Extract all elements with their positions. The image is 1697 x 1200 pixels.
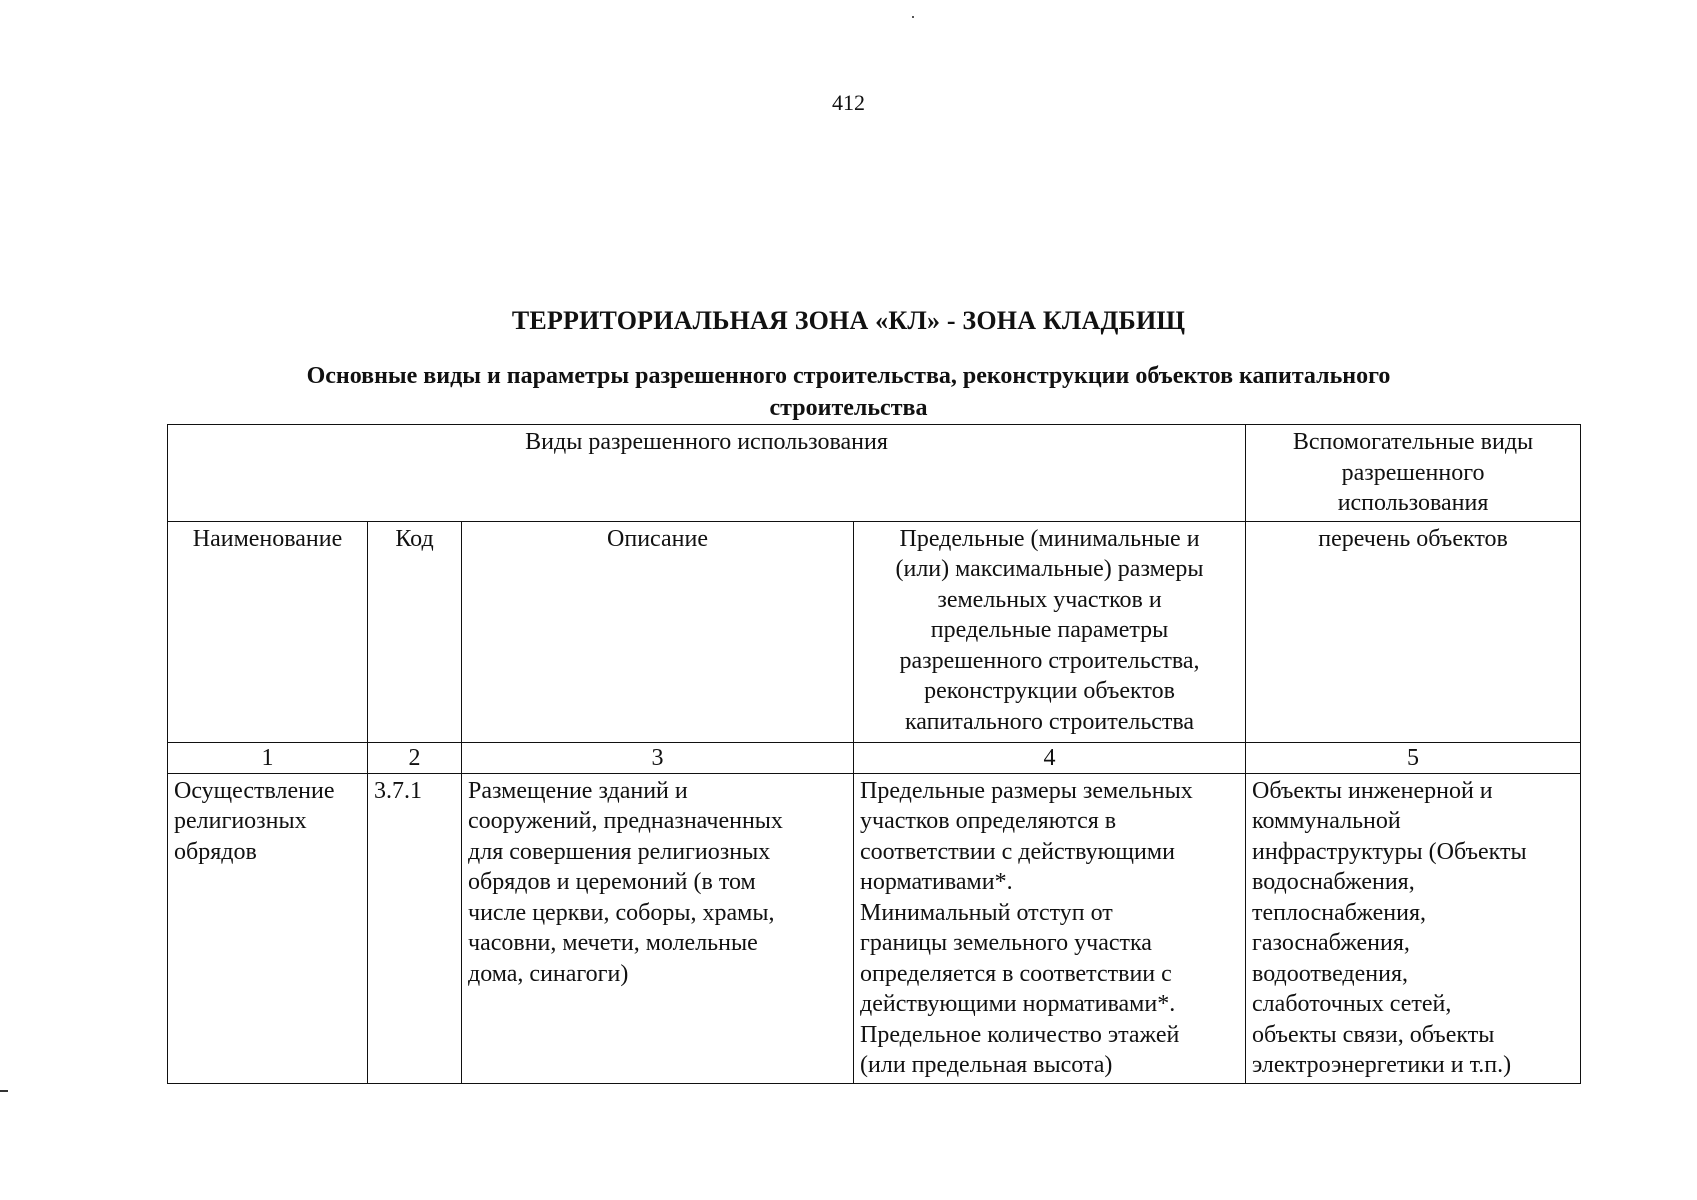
col-number: 2: [368, 742, 462, 773]
cell-line: Осуществление: [174, 777, 335, 804]
cell-line: определяется в соответствии с: [860, 960, 1172, 987]
cell-line: дома, синагоги): [468, 960, 629, 987]
cell-name: [168, 773, 368, 1083]
col-number: 3: [462, 742, 854, 773]
limits-header-line: реконструкции объектов: [924, 678, 1175, 704]
aux-header-line: Вспомогательные виды: [1292, 429, 1534, 455]
scan-artifact-mark: [0, 1090, 8, 1092]
col-number: 4: [854, 742, 1246, 773]
table-subtitle: [0, 360, 1697, 424]
cell-code: 3.7.1: [368, 773, 462, 1083]
limits-header-line: земельных участков и: [937, 586, 1162, 613]
col-header-name: Наименование: [168, 521, 368, 742]
cell-line: Размещение зданий и: [468, 777, 688, 804]
limits-header-line: разрешенного строительства,: [899, 647, 1200, 674]
cell-line: инфраструктуры (Объекты: [1252, 838, 1527, 865]
cell-line: Предельное количество этажей: [860, 1021, 1180, 1048]
cell-line: для совершения религиозных: [468, 838, 771, 865]
cell-line: сооружений, предназначенных: [468, 808, 783, 834]
zone-title: ТЕРРИТОРИАЛЬНАЯ ЗОНА «КЛ» - ЗОНА КЛАДБИЩ: [511, 306, 1186, 335]
cell-line: газоснабжения,: [1252, 930, 1410, 956]
cell-line: нормативами*.: [860, 869, 1013, 895]
table-column-number-row: [168, 742, 1581, 773]
cell-line: Минимальный отступ от: [860, 899, 1113, 926]
cell-line: теплоснабжения,: [1252, 899, 1426, 926]
limits-header-line: (или) максимальные) размеры: [895, 556, 1204, 582]
cell-line: участков определяются в: [860, 808, 1117, 834]
cell-description: [462, 773, 854, 1083]
subtitle-line-2: строительства: [769, 395, 928, 421]
cell-line: электроэнергетики и т.п.): [1252, 1052, 1512, 1078]
table-row: [168, 773, 1581, 1083]
limits-header-line: капитального строительства: [904, 708, 1195, 735]
col-number: 5: [1246, 742, 1581, 773]
cell-line: (или предельная высота): [860, 1052, 1113, 1078]
table-column-header-row: [168, 521, 1581, 742]
cell-line: водоснабжения,: [1252, 869, 1415, 895]
limits-header-line: предельные параметры: [930, 617, 1169, 643]
cell-line: соответствии с действующими: [860, 838, 1175, 865]
col-number: 1: [168, 742, 368, 773]
aux-header-line: использования: [1337, 490, 1489, 516]
cell-line: коммунальной: [1252, 808, 1401, 834]
cell-limits: [854, 773, 1246, 1083]
cell-line: обрядов и церемоний (в том: [468, 869, 756, 895]
subtitle-line-1: Основные виды и параметры разрешенного строительства, реконструкции объектов капитального: [306, 363, 1391, 389]
limits-header-line: Предельные (минимальные и: [899, 525, 1200, 552]
group-header-auxiliary: [1246, 425, 1581, 522]
group-header-main: Виды разрешенного использования: [168, 425, 1246, 522]
cell-line: границы земельного участка: [860, 930, 1152, 956]
cell-line: числе церкви, соборы, храмы,: [468, 899, 775, 926]
cell-line: слаботочных сетей,: [1252, 991, 1452, 1017]
col-header-limits: [854, 521, 1246, 742]
cell-line: обрядов: [174, 838, 257, 865]
cell-objects: [1246, 773, 1581, 1083]
table-group-header-row: [168, 425, 1581, 522]
cell-line: водоотведения,: [1252, 960, 1409, 987]
scan-artifact-dot: [912, 16, 914, 18]
col-header-objects: перечень объектов: [1246, 521, 1581, 742]
cell-line: объекты связи, объекты: [1252, 1021, 1495, 1048]
cell-line: действующими нормативами*.: [860, 991, 1176, 1017]
permitted-use-table: [167, 424, 1581, 1084]
cell-line: религиозных: [174, 808, 307, 834]
page-number: 412: [832, 90, 865, 115]
cell-line: Предельные размеры земельных: [860, 777, 1193, 804]
aux-header-line: разрешенного: [1341, 459, 1485, 486]
col-header-code: Код: [368, 521, 462, 742]
col-header-description: Описание: [462, 521, 854, 742]
cell-line: часовни, мечети, молельные: [468, 930, 758, 956]
cell-line: Объекты инженерной и: [1252, 777, 1493, 804]
